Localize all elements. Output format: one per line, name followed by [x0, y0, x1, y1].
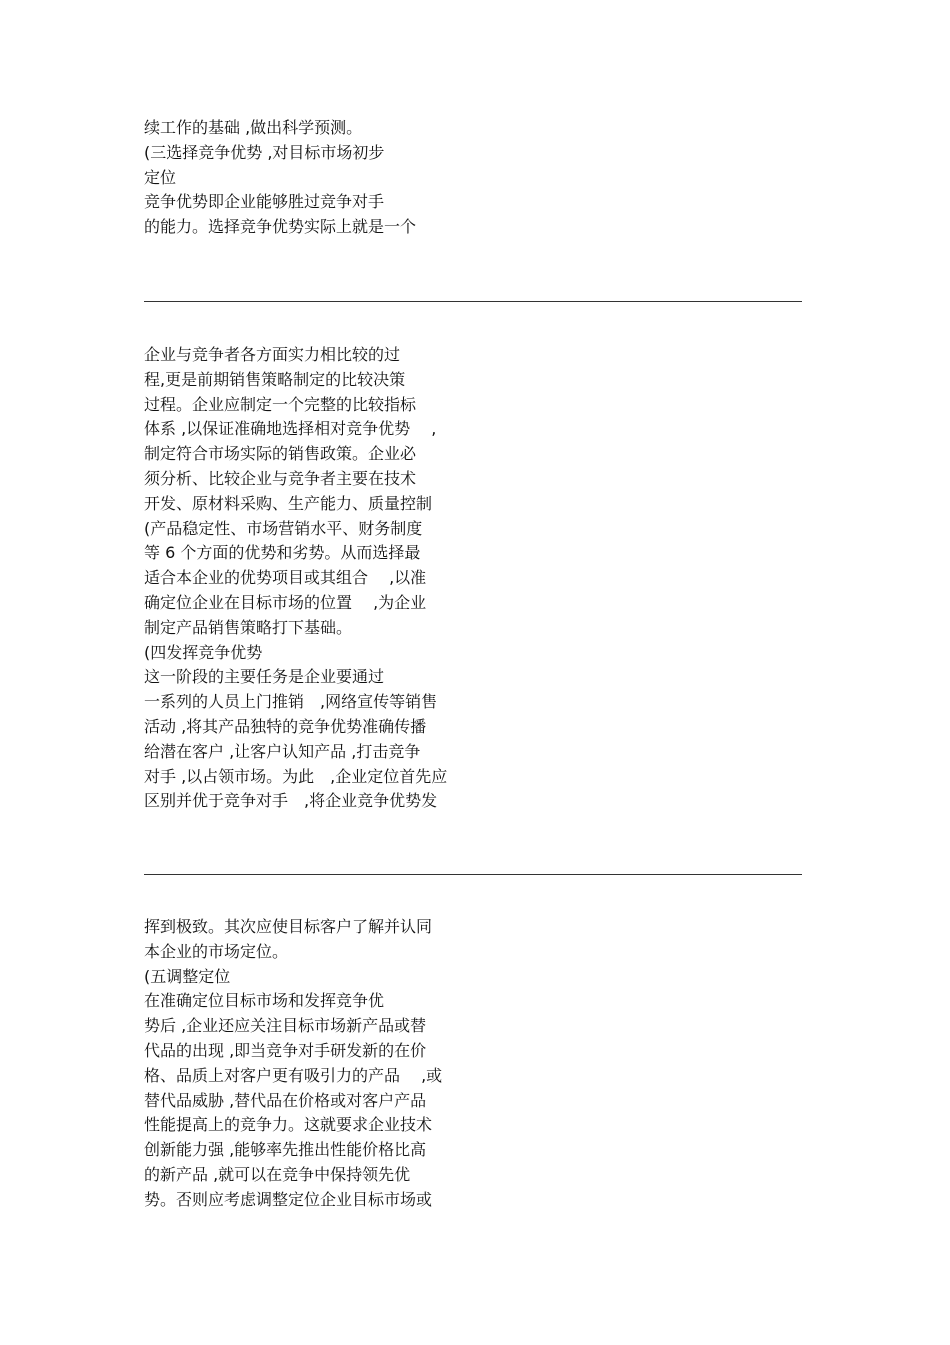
text-line: 程,更是前期销售策略制定的比较决策: [144, 369, 406, 389]
text-line: 企业与竞争者各方面实力相比较的过: [144, 345, 401, 364]
text-line: 过程。企业应制定一个完整的比较指标: [144, 394, 417, 414]
text-line: 代品的出现 ,即当竞争对手研发新的在价: [144, 1040, 427, 1060]
text-line: 定位: [144, 167, 177, 187]
text-line: 在准确定位目标市场和发挥竞争优: [144, 991, 385, 1011]
text-block-3: [144, 915, 504, 1213]
text-line: 替代品威胁 ,替代品在价格或对客户产品: [144, 1090, 427, 1110]
text-line: 制定符合市场实际的销售政策。企业必: [144, 444, 417, 464]
text-line: 这一阶段的主要任务是企业要通过: [144, 667, 385, 687]
text-line: 势后 ,企业还应关注目标市场新产品或替: [144, 1016, 427, 1036]
text-line: (产品稳定性、市场营销水平、财务制度: [144, 518, 423, 538]
text-block-2: [144, 343, 504, 814]
page-divider-1: [144, 301, 802, 302]
text-line: 给潜在客户 ,让客户认知产品 ,打击竞争: [144, 741, 421, 761]
text-line: 势。否则应考虑调整定位企业目标市场或: [144, 1189, 433, 1209]
text-line: 的新产品 ,就可以在竞争中保持领先优: [144, 1164, 411, 1184]
section-heading-5: (五调整定位: [144, 966, 231, 986]
text-line: 续工作的基础 ,做出科学预测。: [144, 118, 363, 137]
text-line: 性能提高上的竞争力。这就要求企业技术: [144, 1115, 433, 1135]
text-line: 对手 ,以占领市场。为此 ,企业定位首先应: [144, 766, 448, 786]
text-block-1: [144, 116, 504, 240]
text-line: 制定产品销售策略打下基础。: [144, 617, 353, 637]
page-divider-2: [144, 874, 802, 875]
text-line: 体系 ,以保证准确地选择相对竞争优势 ,: [144, 419, 437, 439]
text-line: 等 6 个方面的优势和劣势。从而选择最: [144, 543, 421, 563]
text-line: 开发、原材料采购、生产能力、质量控制: [144, 493, 433, 513]
text-line: 活动 ,将其产品独特的竞争优势准确传播: [144, 716, 427, 736]
text-line: 确定位企业在目标市场的位置 ,为企业: [144, 592, 427, 612]
text-line: 格、品质上对客户更有吸引力的产品 ,或: [144, 1065, 443, 1085]
text-line: 挥到极致。其次应使目标客户了解并认同: [144, 917, 433, 936]
text-line: 适合本企业的优势项目或其组合 ,以准: [144, 568, 427, 588]
text-line: 一系列的人员上门推销 ,网络宣传等销售: [144, 692, 438, 712]
text-line: 创新能力强 ,能够率先推出性能价格比高: [144, 1140, 427, 1160]
section-heading-3: (三选择竞争优势 ,对目标市场初步: [144, 142, 385, 162]
text-line: 本企业的市场定位。: [144, 941, 289, 961]
text-line: 区别并优于竞争对手 ,将企业竞争优势发: [144, 791, 438, 811]
text-line: 的能力。选择竞争优势实际上就是一个: [144, 217, 417, 237]
text-line: 须分析、比较企业与竞争者主要在技术: [144, 468, 417, 488]
section-heading-4: (四发挥竞争优势: [144, 642, 263, 662]
text-line: 竞争优势即企业能够胜过竞争对手: [144, 192, 385, 212]
